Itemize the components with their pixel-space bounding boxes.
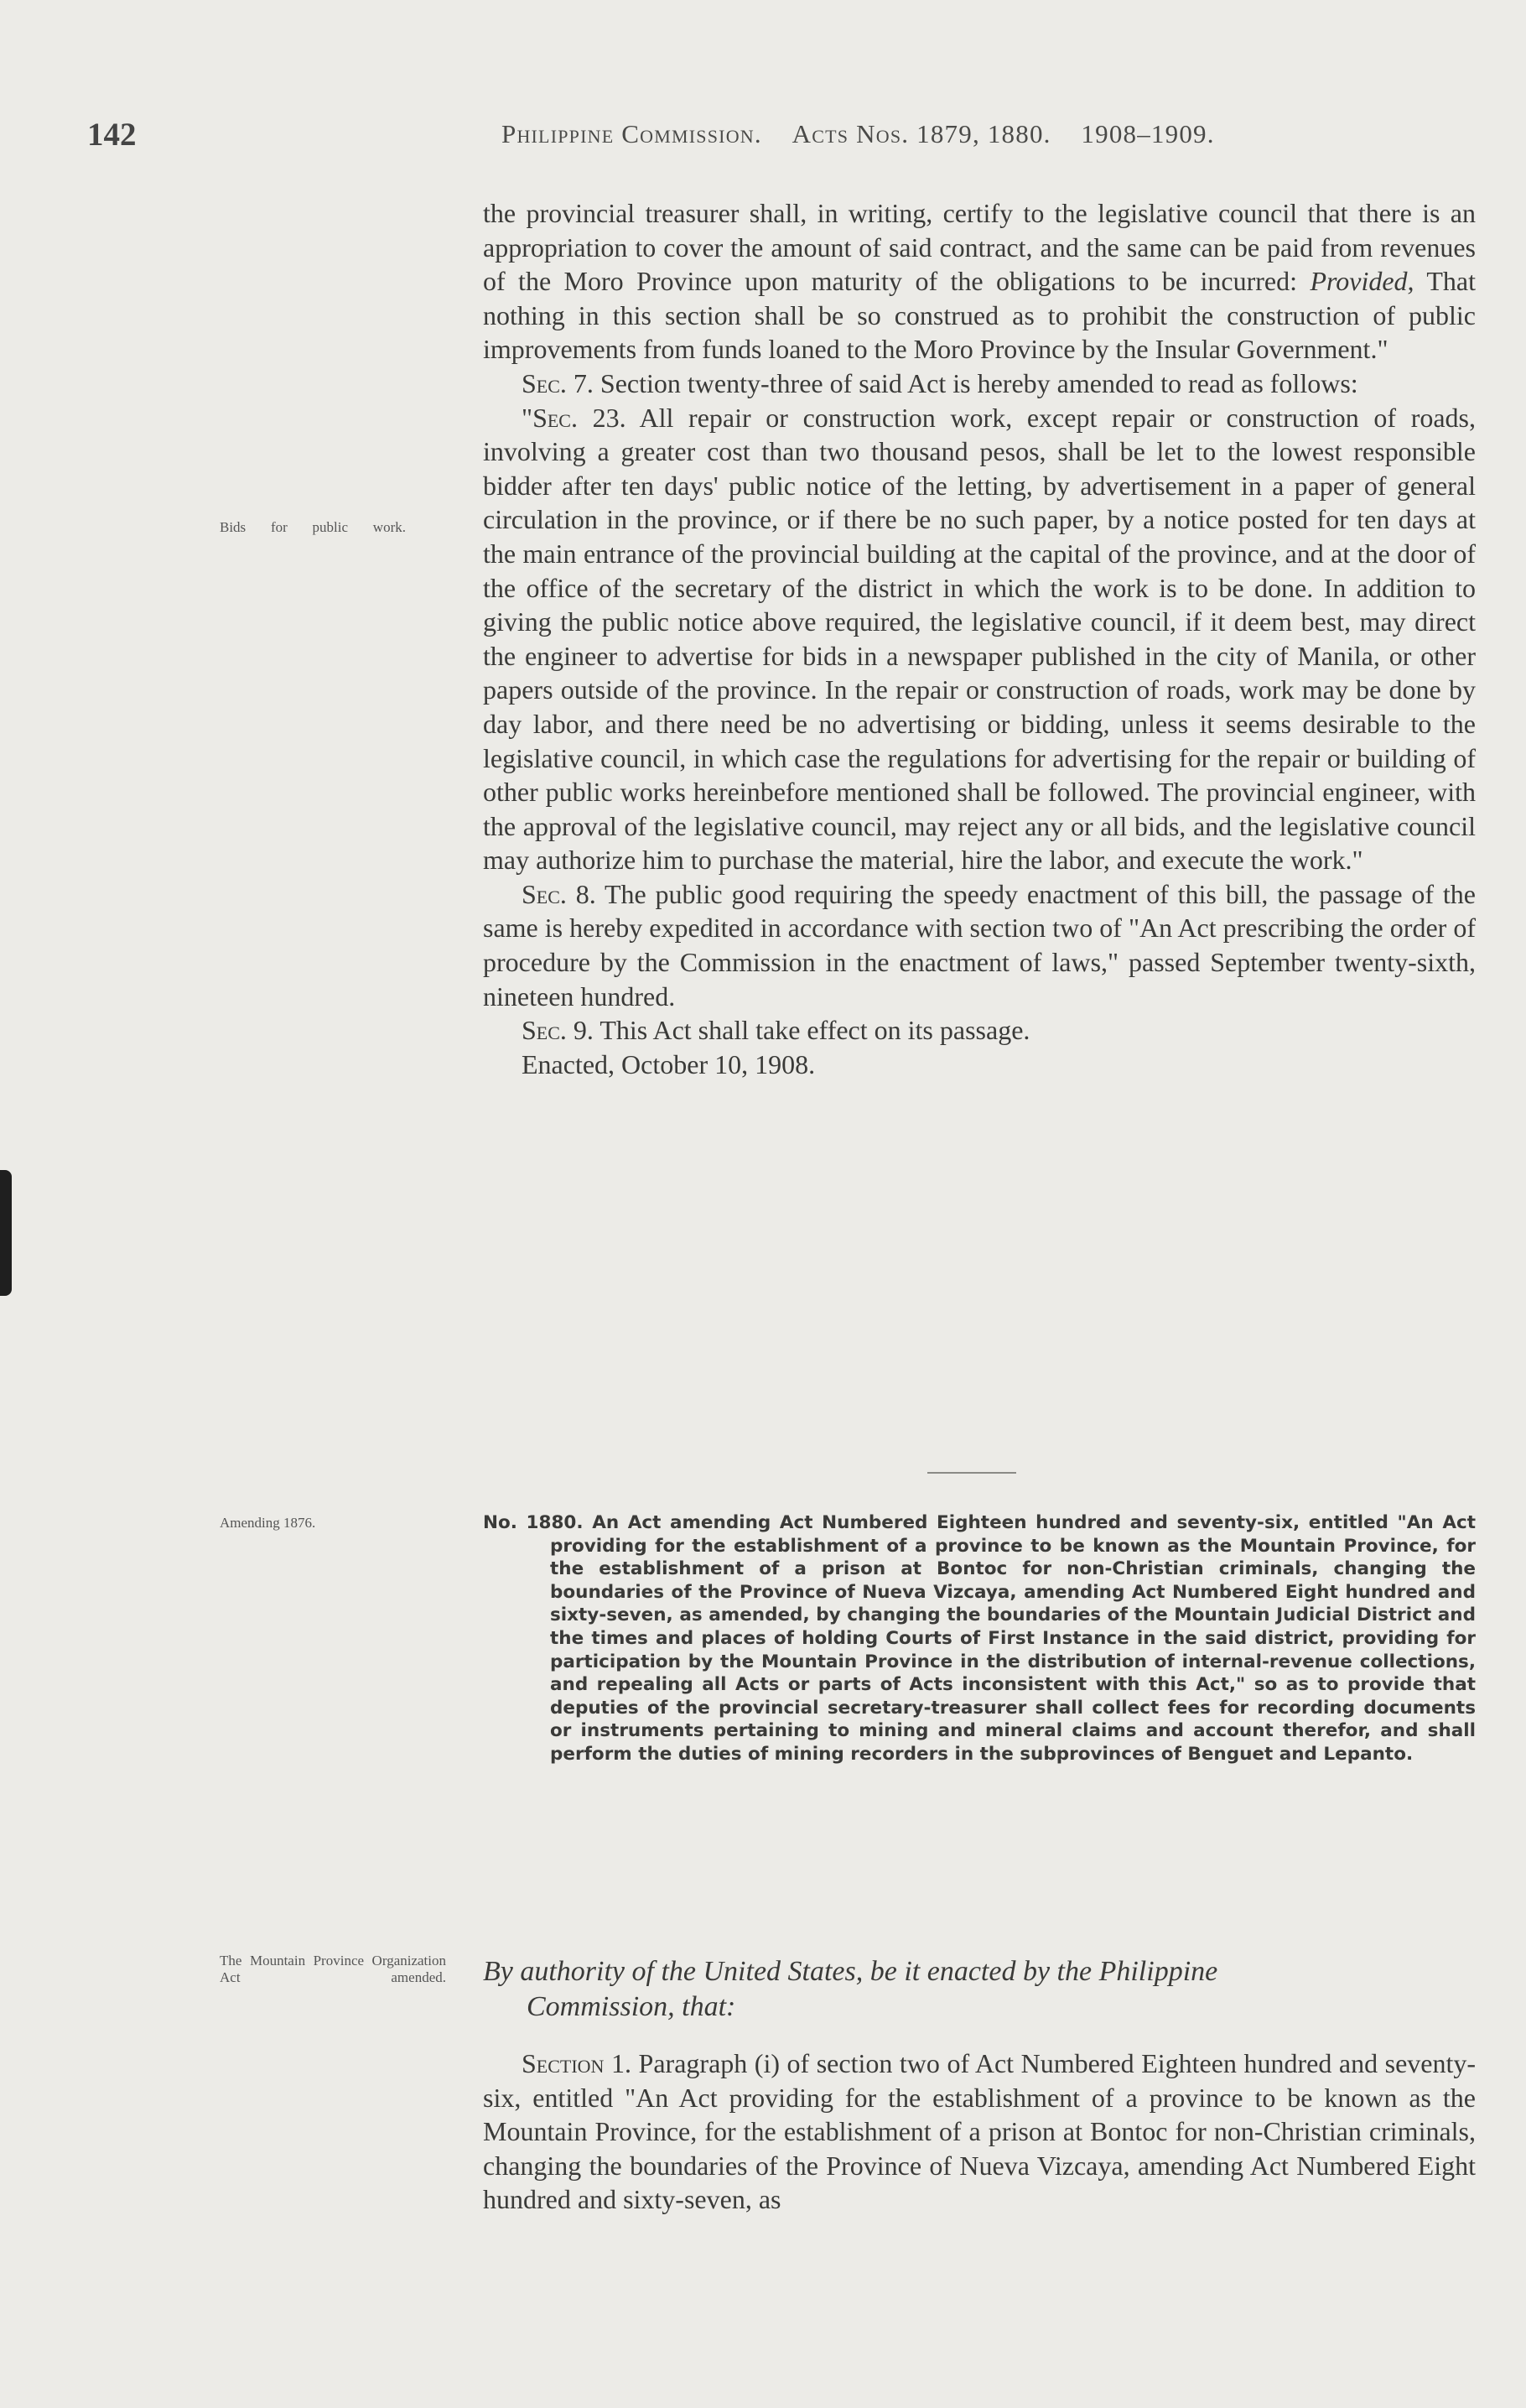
section-6-continuation: [483, 196, 1476, 367]
running-head-years: 1908–1909.: [1081, 119, 1215, 148]
section-7: [483, 367, 1476, 401]
page-header: [0, 116, 1526, 166]
act-1880-title-block: [483, 1511, 1476, 1766]
margin-note-bids: Bids for public work.: [220, 519, 406, 535]
enacted-date: Enacted, October 10, 1908.: [522, 1048, 816, 1079]
section-9-text: This Act shall take effect on its passage.: [600, 1015, 1030, 1046]
section-1-block: [483, 2047, 1476, 2217]
section-1-label: Section 1.: [522, 2048, 631, 2078]
section-23-quoted: [483, 401, 1476, 877]
scan-edge-mark: [0, 1170, 12, 1296]
running-head-acts: Acts Nos. 1879, 1880.: [792, 119, 1051, 148]
section-8-label: Sec. 8.: [522, 878, 596, 909]
section-8: [483, 877, 1476, 1013]
running-head-commission: Philippine Commission.: [501, 119, 762, 148]
act-1880-heading: [483, 1511, 1476, 1766]
section-23-text: All repair or construction work, except repair or construction of roads, involving a greater cost than two thousand pesos, shall be let to the lowest responsible bidder after ten days' public notice of the letting, by advertisement in a paper of general circulation in the province, or if there be no such paper, by a notice posted for ten days at the main entrance of the provincial building at the capital of the province, and at the door of the office of the secretary of the district in which the work is to be done. In addition to giving the public notice above required, the legislative council, if it deem best, may direct the engineer to advertise for bids in a newspaper published in the city of Manila, or other papers outside of the province. In the repair or construction of roads, work may be done by day labor, and there need be no advertising or bidding, unless it seems desirable to the legislative council, in which case the regulations for advertising for the repair or building of other public works hereinbefore mentioned shall be followed. The provincial engineer, with the approval of the legislative council, may reject any or all bids, and the legislative council may authorize him to purchase the material, hire the labor, and execute the work.": [483, 402, 1477, 876]
enacting-clause-line-2: Commission, that:: [527, 1991, 736, 2022]
section-9: [483, 1013, 1476, 1048]
act-number: No. 1880.: [483, 1512, 584, 1533]
running-head: [501, 119, 1215, 149]
provided-word: Provided,: [1310, 266, 1414, 297]
enacting-clause-line-1: By authority of the United States, be it enacted by the Philippine: [483, 1956, 1218, 1987]
section-1-text: Paragraph (i) of section two of Act Numbered Eighteen hundred and seventy-six, entitled "An Act providing for the establishment of a province to be known as the Mountain Province, for the establishment of a prison at Bontoc for non-Christian criminals, changing the boundaries of the Province of Nueva Vizcaya, amending Act Numbered Eight hundred and sixty-seven, as: [483, 2048, 1477, 2215]
section-9-label: Sec. 9.: [522, 1015, 594, 1046]
enacting-clause: [483, 1954, 1476, 2025]
act-title: An Act amending Act Numbered Eighteen hundred and seventy-six, entitled "An Act providing for the establishment of a province to be known as the Mountain Province, for the establishment of a prison at Bontoc for non-Christian criminals, changing the boundaries of the Province of Nueva Vizcaya, amending Act Numbered Eight hundred and sixty-seven, as amended, by changing the boundaries of the Mountain Judicial District and the times and places of holding Courts of First Instance in the said district, providing for participation by the Mountain Province in the distribution of internal-revenue collections, and repealing all Acts or parts of Acts inconsistent with this Act," so as to provide that deputies of the provincial secretary-treasurer shall collect fees for recording documents or instruments pertaining to mining and mineral claims and account therefor, and shall perform the duties of mining recorders in the subprovinces of Benguet and Lepanto.: [550, 1512, 1476, 1765]
margin-note-amending: Amending 1876.: [220, 1515, 316, 1531]
section-divider-rule: [927, 1472, 1016, 1474]
section-1: [483, 2047, 1476, 2217]
section-6-text: the provincial treasurer shall, in writing, certify to the legislative council that there is an appropriation to cover the amount of said contract, and the same can be paid from revenues of the Moro Province upon maturity of the obligations to be incurred:: [483, 198, 1476, 297]
section-7-label: Sec. 7.: [522, 367, 594, 398]
section-8-text: The public good requiring the speedy enactment of this bill, the passage of the same is hereby expedited in accordance with section two of "An Act prescribing the order of procedure by the Commission in the enactment of laws," passed September twenty-sixth, nineteen hundred.: [483, 878, 1477, 1012]
margin-note-mountain-province: The Mountain Province Organization Act amended.: [220, 1953, 446, 1985]
body-text: [483, 196, 1476, 1081]
page-number: 142: [87, 117, 137, 153]
section-23-label: "Sec. 23.: [522, 402, 626, 433]
section-6-text-after: That nothing in this section shall be so construed as to prohibit the construction of public improvements from funds loaned to the Moro Province by the Insular Government.": [483, 266, 1477, 365]
section-7-text: Section twenty-three of said Act is hereby amended to read as follows:: [600, 367, 1358, 398]
